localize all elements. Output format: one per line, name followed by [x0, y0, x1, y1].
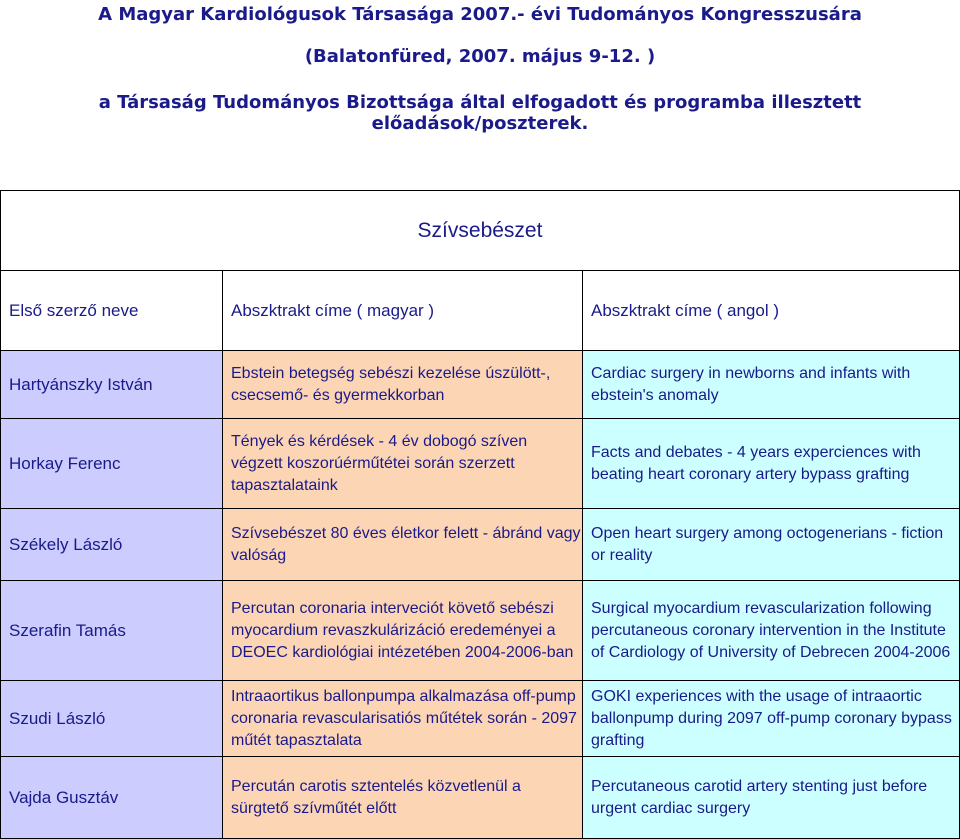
table-row [1, 419, 960, 509]
author-cell: Szerafin Tamás [1, 581, 223, 681]
header-line-2: (Balatonfüred, 2007. május 9-12. ) [304, 46, 656, 67]
hungarian-title-cell: Ebstein betegség sebészi kezelése úszülött-, csecsemő- és gyermekkorban [223, 351, 583, 419]
hungarian-title-cell: Percutan coronaria interveciót követő sebészi myocardium revaszkulárizáció eredeményei a DEOEC kardiológiai intézetében 2004-2006-ban [223, 581, 583, 681]
table-row [1, 757, 960, 839]
english-title-cell: Facts and debates - 4 years experciences with beating heart coronary artery bypass grafting [583, 419, 960, 509]
author-cell: Horkay Ferenc [1, 419, 223, 509]
english-title-cell: Cardiac surgery in newborns and infants with ebstein's anomaly [583, 351, 960, 419]
column-header-hungarian-title: Abszktrakt címe ( magyar ) [223, 271, 583, 351]
header-line-1: A Magyar Kardiológusok Társasága 2007.- évi Tudományos Kongresszusára [98, 4, 862, 25]
english-title-cell: Surgical myocardium revascularization following percutaneous coronary intervention in the Institute of Cardiology of University of Debrecen 2004-2006 [583, 581, 960, 681]
english-title-cell: Open heart surgery among octogenerians - fiction or reality [583, 509, 960, 581]
header-line-3: a Társaság Tudományos Bizottsága által elfogadott és programba illesztett előadások/poszterek. [98, 92, 862, 134]
english-title-cell: GOKI experiences with the usage of intraaortic ballonpump during 2097 off-pump coronary bypass grafting [583, 681, 960, 757]
hungarian-title-cell: Tények és kérdések - 4 év dobogó szíven végzett koszorúérműtétei során szerzett tapasztalataink [223, 419, 583, 509]
table-row [1, 351, 960, 419]
section-title: Szívsebészet [1, 191, 960, 271]
table-row [1, 681, 960, 757]
hungarian-title-cell: Intraaortikus ballonpumpa alkalmazása off-pump coronaria revascularisatiós műtétek során - 2097 műtét tapasztalata [223, 681, 583, 757]
author-cell: Vajda Gusztáv [1, 757, 223, 839]
author-cell: Szudi László [1, 681, 223, 757]
column-header-english-title: Abszktrakt címe ( angol ) [583, 271, 960, 351]
author-cell: Hartyánszky István [1, 351, 223, 419]
table-row [1, 581, 960, 681]
hungarian-title-cell: Szívsebészet 80 éves életkor felett - ábránd vagy valóság [223, 509, 583, 581]
author-cell: Székely László [1, 509, 223, 581]
abstracts-table [0, 190, 960, 839]
table-row [1, 509, 960, 581]
column-header-author: Első szerző neve [1, 271, 223, 351]
english-title-cell: Percutaneous carotid artery stenting just before urgent cardiac surgery [583, 757, 960, 839]
hungarian-title-cell: Percután carotis sztentelés közvetlenül a sürgtető szívműtét előtt [223, 757, 583, 839]
